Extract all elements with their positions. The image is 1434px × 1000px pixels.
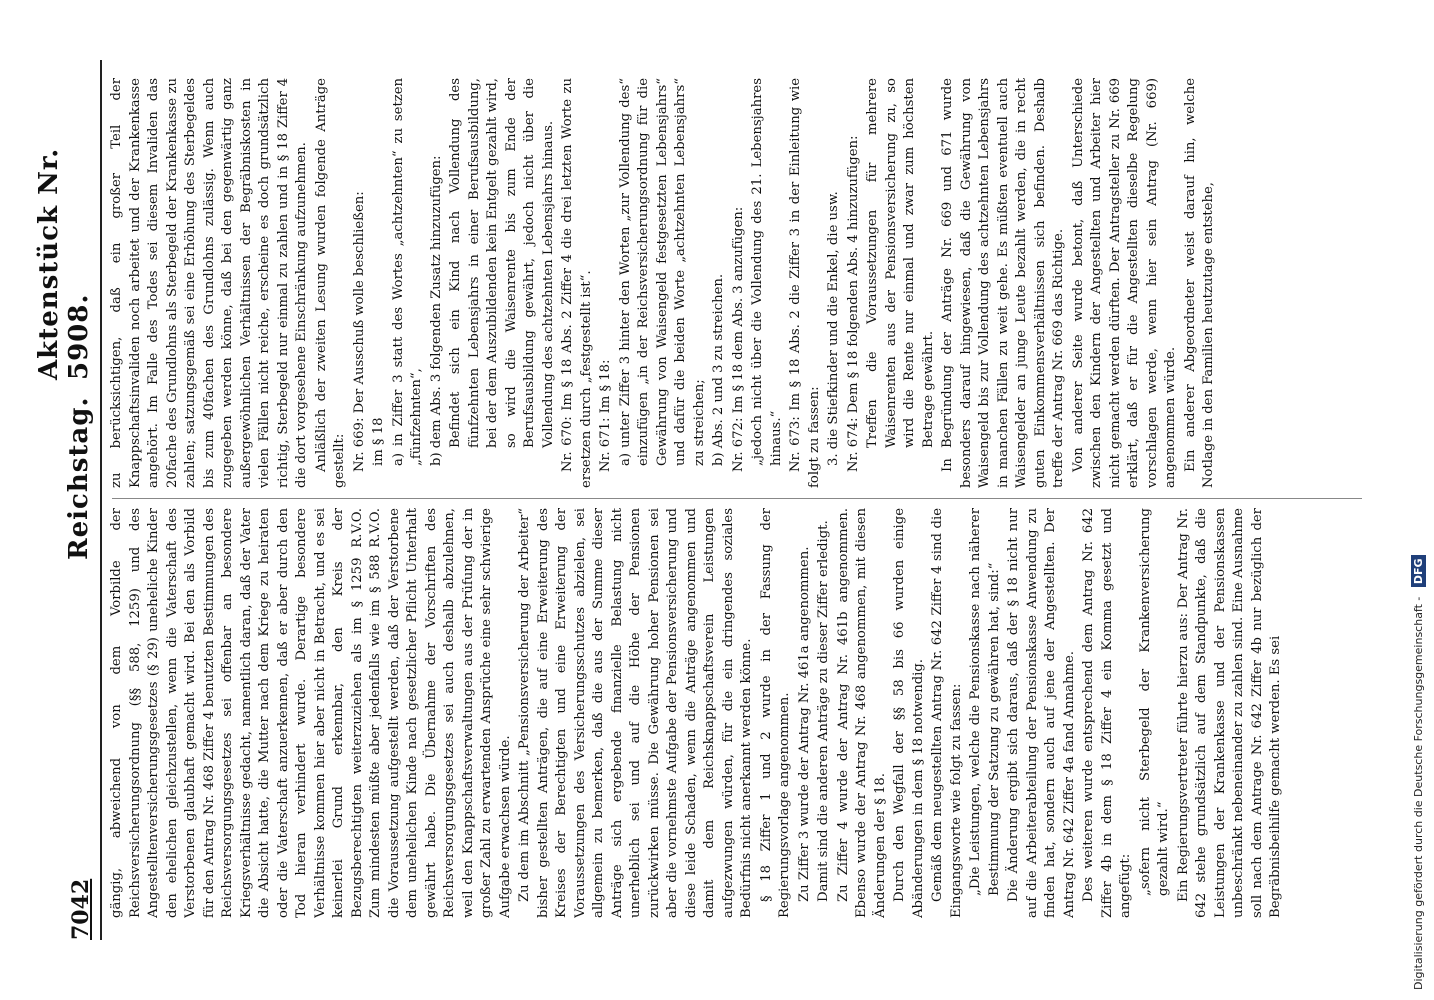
motion-item: a) in Ziffer 3 statt des Wortes „achtzehnten“ zu setzen „fünfzehnten“, <box>390 78 424 466</box>
paragraph: Die Änderung ergibt sich daraus, daß der § 18 nicht nur auf die Arbeiterabteilung der Pensionskasse Anwendung zu finden hat, sondern auch auf jene der Angestellten. Der Antrag Nr. 642 Ziffer 4a fand Annahme. <box>1006 508 1077 918</box>
paragraph: Anläßlich der zweiten Lesung wurden folgende Anträge gestellt: <box>313 78 347 488</box>
page-number: 7042 <box>68 878 94 940</box>
motion-item: b) Abs. 2 und 3 zu streichen. <box>711 273 726 466</box>
right-column <box>108 78 1368 488</box>
motion-heading: Nr. 670: Im § 18 Abs. 2 Ziffer 4 die drei letzten Worte zu ersetzen durch „festgestellt ist“. <box>560 78 594 488</box>
motion-heading: Nr. 671: Im § 18: <box>598 359 613 472</box>
motion-item: b) dem Abs. 3 folgenden Zusatz hinzuzufügen: <box>428 155 444 466</box>
motion-text: Befindet sich ein Kind nach Vollendung des fünfzehnten Lebensjahrs in einer Berufsausbildung, bei der dem Auszubildenden kein Entgelt gezahlt wird, so wird die Waisenrente bis zum Ende der Berufsausbildung gewährt, jedoch nicht über die Vollendung des achtzehnten Lebensjahrs hinaus. <box>448 78 556 448</box>
motion-item: a) unter Ziffer 3 hinter den Worten „zur Vollendung des“ einzufügen „in der Reichsversicherungsordnung für die Gewährung von Waisengeld festgesetzten Lebensjahrs“ und dafür die beiden Worte „achtzehnten Lebensjahrs“ zu streichen; <box>617 78 707 466</box>
paragraph: Damit sind die anderen Anträge zu dieser Ziffer erledigt. <box>816 520 831 902</box>
left-column <box>108 508 1368 918</box>
motion-item: 3. die Stiefkinder und die Enkel, die usw. <box>826 191 841 466</box>
motion-text: Treffen die Voraussetzungen für mehrere Waisenrenten aus der Pensionsversicherung zu, so wird die Rente nur einmal und zwar zum höchsten Betrage gewährt. <box>865 78 936 448</box>
motion-heading: Nr. 669: Der Ausschuß wolle beschließen: <box>351 191 367 472</box>
quote: „sofern nicht Sterbegeld der Krankenversicherung gezahlt wird.“ <box>1137 508 1171 896</box>
paragraph: Zu dem im Abschnitt „Pensionsversicherung der Arbeiter“ bisher gestellten Anträgen, die auf eine Erweiterung des Kreises der Berechtigten und eine Erweiterung der Voraussetzungen des Versicherungsschutzes abzielen, sei allgemein zu bemerken, daß die aus der Summe dieser Anträge sich ergebende finanzielle Belastung nicht unerheblich sei und auf die Höhe der Pensionen zurückwirken müsse. Die Gewährung hoher Pensionen sei aber die vornehmste Aufgabe der Pensionsversicherung und diese leide Schaden, wenn die Anträge angenommen und damit dem Reichsknappschaftsverein Leistungen aufgezwungen würden, für die ein dringendes soziales Bedürfnis nicht anerkannt werden könne. <box>517 508 754 918</box>
dfg-logo: DFG <box>1411 555 1426 587</box>
paragraph: Von anderer Seite wurde betont, daß Unterschiede zwischen den Kindern der Angestellten und Arbeiter hier nicht gemacht werden dürften. Der Antragsteller zu Nr. 669 erklärt, daß er für die Angestellten dieselbe Regelung vorschlagen werde, wenn hier sein Antrag (Nr. 669) angenommen würde. <box>1070 78 1178 488</box>
paragraph: Durch den Wegfall der §§ 58 bis 66 wurden einige Abänderungen in dem § 18 notwendig. <box>892 508 926 918</box>
motion-heading: Nr. 674: Dem § 18 folgenden Abs. 4 hinzuzufügen: <box>845 135 861 472</box>
digitization-note-text: Digitalisierung gefördert durch die Deutsche Forschungsgemeinschaft - <box>1412 596 1425 990</box>
paragraph: Des weiteren wurde entsprechend dem Antrag Nr. 642 Ziffer 4b in dem § 18 Ziffer 4 ein Komma gesetzt und angefügt: <box>1081 508 1133 918</box>
paragraph: Gemäß dem neugestellten Antrag Nr. 642 Ziffer 4 sind die Eingangsworte wie folgt zu fassen: <box>930 508 964 918</box>
paragraph: Ein Regierungsvertreter führte hierzu aus: Der Antrag Nr. 642 stehe grundsätzlich auf dem Standpunkte, daß die Leistungen der Krankenkasse und der Pensionskassen unbeschränkt nebeneinander zu zahlen sind. Eine Ausnahme soll nach dem Antrage Nr. 642 Ziffer 4b nur bezüglich der Begräbnisbeihilfe gemacht werden. Es sei <box>1175 508 1283 918</box>
paragraph: gängig, abweichend von dem Vorbilde der Reichsversicherungsordnung (§§ 588, 1259) und des Angestelltenversicherungsgesetzes (§ 29) uneheliche Kinder den ehelichen gleichzustellen, wenn die Vaterschaft des Verstorbenen glaubhaft gemacht wird. Bei den als Vorbild für den Antrag Nr. 468 Ziffer 4 benutzten Bestimmungen des Reichsversorgungsgesetzes sei offenbar an besondere Kriegsverhältnisse gedacht, namentlich daran, daß der Vater die Absicht hatte, die Mutter nach dem Kriege zu heiraten oder die Vaterschaft anzuerkennen, daß er aber durch den Tod hieran verhindert wurde. Derartige besondere Verhältnisse kommen hier aber nicht in Betracht, und es sei keinerlei Grund erkennbar, den Kreis der Bezugsberechtigten weiterzuziehen als im § 1259 R.V.O. Zum mindesten müßte aber jedenfalls wie im § 588 R.V.O. die Voraussetzung aufgestellt werden, daß der Verstorbene dem unehelichen Kinde nach gesetzlicher Pflicht Unterhalt gewährt habe. Die Übernahme der Vorschriften des Reichsversorgungsgesetzes sei auch deshalb abzulehnen, weil den Knappschaftsverwaltungen aus der Prüfung der in großer Zahl zu erwartenden Ansprüche eine sehr schwierige Aufgabe erwachsen würde. <box>109 508 513 918</box>
paragraph: Zu Ziffer 4 wurde der Antrag Nr. 461b angenommen. Ebenso wurde der Antrag Nr. 468 angenommen, mit diesen Änderungen der § 18. <box>835 508 888 918</box>
motion-item: „jedoch nicht über die Vollendung des 21. Lebensjahres hinaus.“ <box>750 78 784 466</box>
page-header <box>34 60 102 940</box>
quote: „Die Leistungen, welche die Pensionskasse nach näherer Bestimmung der Satzung zu gewähren hat, sind:“ <box>968 508 1002 896</box>
paragraph: In Begründung der Anträge Nr. 669 und 671 wurde besonders darauf hingewiesen, daß die Gewährung von Waisengeld bis zur Vollendung des achtzehnten Lebensjahrs in manchen Fällen zu weit gehe. Es müßten eventuell auch Waisengelder an junge Leute bezahlt werden, die in recht guten Einkommensverhältnissen sich befinden. Deshalb treffe der Antrag Nr. 669 das Richtige. <box>940 78 1066 488</box>
header-document-number: Aktenstück Nr. 5908. <box>34 147 94 380</box>
paragraph: § 18 Ziffer 1 und 2 wurde in der Fassung der Regierungsvorlage angenommen. <box>758 508 792 918</box>
digitization-note <box>1406 0 1432 1000</box>
paragraph: Ein anderer Abgeordneter weist darauf hin, welche Notlage in den Familien heutzutage entstehe, <box>1182 78 1216 488</box>
column-divider <box>112 498 1362 499</box>
motion-heading: Nr. 673: Im § 18 Abs. 2 die Ziffer 3 in der Einleitung wie folgt zu fassen: <box>788 78 822 488</box>
motion-item: im § 18 <box>371 417 386 466</box>
paragraph: zu berücksichtigen, daß ein großer Teil der Knappschaftsinvaliden noch arbeitet und der Krankenkasse angehört. Im Falle des Todes sei diesem Invaliden das 20fache des Grundlohns als Sterbegeld der Krankenkasse zu zahlen; satzungsgemäß sei eine Erhöhung des Sterbegeldes bis zum 40fachen des Grundlohns zulässig. Wenn auch zugegeben werden könne, daß bei den gegenwärtig ganz außergewöhnlichen Verhältnissen der Begräbniskosten in vielen Fällen nicht reiche, erscheine es doch grundsätzlich richtig, Sterbegeld nur einmal zu zahlen und in § 18 Ziffer 4 die dort vorgesehene Einschränkung aufzunehmen. <box>109 78 309 488</box>
motion-heading: Nr. 672: Im § 18 dem Abs. 3 anzufügen: <box>730 206 746 472</box>
paragraph: Zu Ziffer 3 wurde der Antrag Nr. 461a angenommen. <box>796 546 812 902</box>
header-title: Reichstag. <box>64 396 94 560</box>
